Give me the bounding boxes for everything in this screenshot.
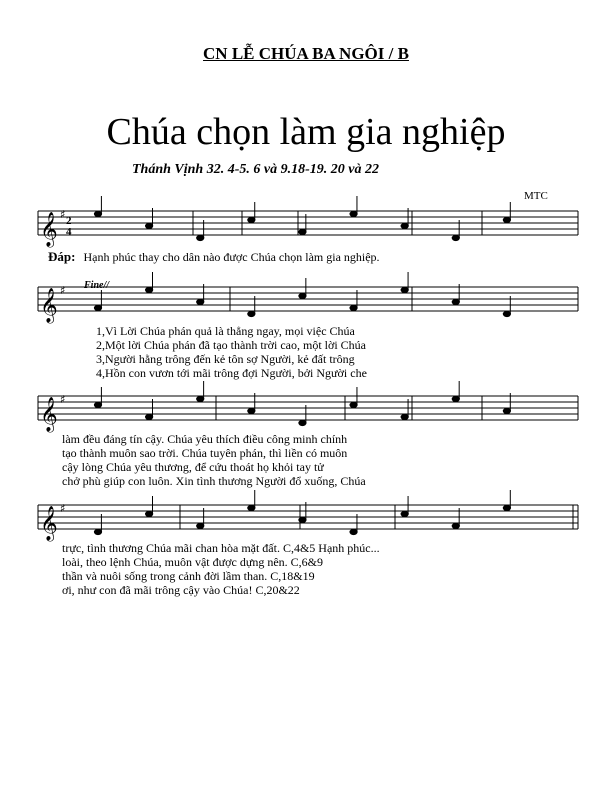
verse-line: chở phù giúp con luôn. Xin tình thương Người đổ xuống, Chúa [62,474,366,488]
sharp-icon: ♯ [60,393,66,406]
note-head [146,414,153,419]
note-head [503,217,510,222]
note-head [94,402,101,407]
treble-clef-icon: 𝄞 [40,397,58,432]
verse-line: trực, tình thương Chúa mãi chan hòa mặt đất. C,4&5 Hạnh phúc... [62,541,380,555]
sharp-icon: ♯ [60,284,66,297]
note-head [94,305,101,310]
treble-clef-icon: 𝄞 [40,288,58,323]
note-head [299,293,306,298]
note-head [197,396,204,401]
refrain-label: Đáp: [48,249,76,264]
fine-label: Fine// [84,280,110,291]
psalm-subtitle: Thánh Vịnh 32. 4-5. 6 và 9.18-19. 20 và 22 [132,162,379,177]
note-head [248,408,255,413]
note-head [197,235,204,240]
refrain-text: Hạnh phúc thay cho dân nào được Chúa chọn làm gia nghiệp. [83,250,380,264]
note-head [401,511,408,516]
treble-clef-icon: 𝄞 [40,506,58,541]
verse-line: 1,Vì Lời Chúa phán quả là thẳng ngay, mọi việc Chúa [96,324,355,338]
verse-line: 3,Người hằng trông đến kẻ tôn sợ Người, kẻ đất trông [96,352,355,366]
note-head [299,229,306,234]
verse-line: làm đều đáng tín cậy. Chúa yêu thích điều công minh chính [62,432,348,446]
note-head [503,311,510,316]
note-head [146,223,153,228]
note-head [350,402,357,407]
note-head [503,408,510,413]
note-head [248,311,255,316]
page-header: CN LỄ CHÚA BA NGÔI / B [203,44,409,63]
note-head [197,299,204,304]
note-head [452,235,459,240]
sharp-icon: ♯ [60,502,66,515]
verse-line: 4,Hồn con vươn tới mãi trông đợi Người, bởi Người che [96,366,367,380]
note-head [452,396,459,401]
note-head [248,505,255,510]
refrain-line [48,249,380,265]
treble-clef-icon: 𝄞 [40,212,58,247]
sharp-icon: ♯ [60,208,66,221]
verse-line: ơi, như con đã mãi trông cậy vào Chúa! C,20&22 [62,583,300,597]
time-signature: 4 [66,226,72,238]
note-head [94,529,101,534]
verse-line: tạo thành muôn sao trời. Chúa tuyên phán, thì liền có muôn [62,446,348,460]
note-head [350,529,357,534]
note-head [452,299,459,304]
note-head [146,287,153,292]
verse-line: loài, theo lệnh Chúa, muôn vật được dựng nên. C,6&9 [62,555,323,569]
note-head [401,414,408,419]
verse-line: thần và nuôi sống trong cảnh đời lầm than. C,18&19 [62,569,315,583]
time-signature: 2 [66,215,72,227]
verse-line: cậy lòng Chúa yêu thương, để cứu thoát họ khỏi tay tử [62,460,324,474]
note-head [401,287,408,292]
note-head [197,523,204,528]
note-head [350,211,357,216]
note-head [299,420,306,425]
note-head [452,523,459,528]
note-head [503,505,510,510]
note-head [94,211,101,216]
note-head [350,305,357,310]
note-head [299,517,306,522]
verse-line: 2,Một lời Chúa phán đã tạo thành trời cao, một lời Chúa [96,338,366,352]
note-head [146,511,153,516]
song-title: Chúa chọn làm gia nghiệp [106,111,506,153]
composer-label: MTC [524,190,548,202]
note-head [401,223,408,228]
note-head [248,217,255,222]
